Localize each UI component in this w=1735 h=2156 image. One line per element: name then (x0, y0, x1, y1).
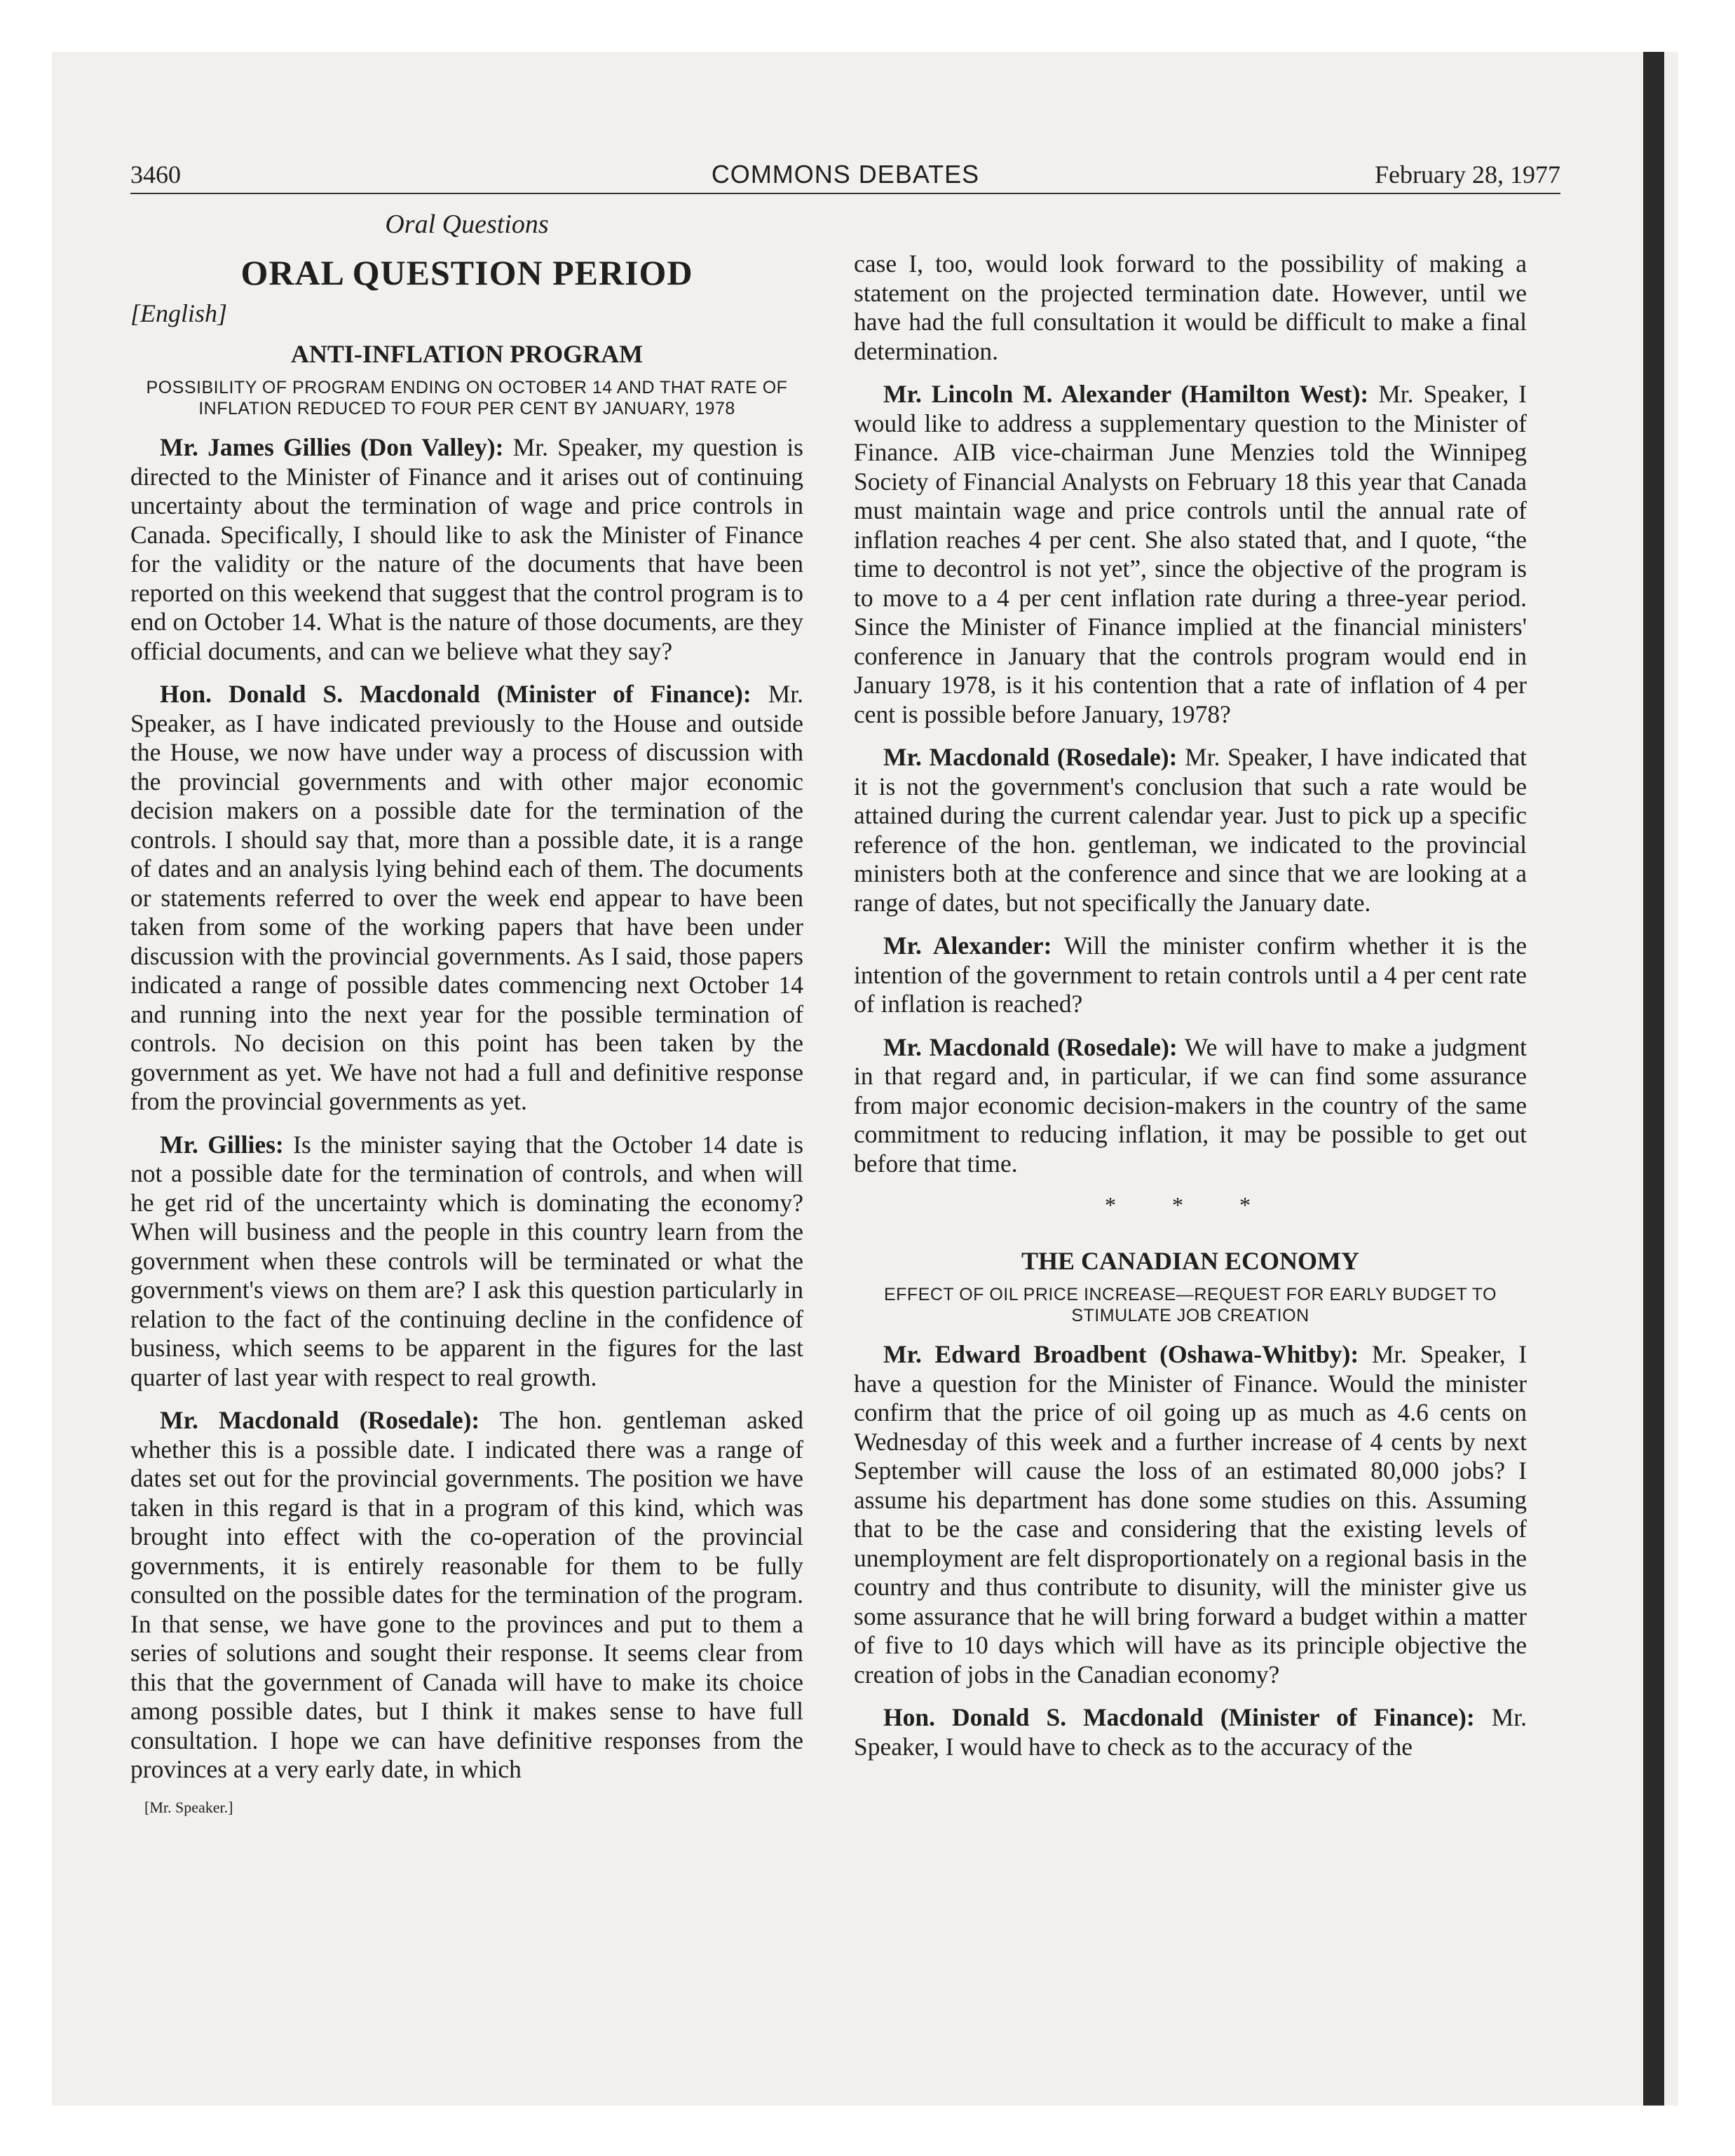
section-separator: * * * (1105, 1192, 1276, 1217)
speech-paragraph (854, 1340, 1527, 1689)
speech-paragraph (854, 1703, 1527, 1761)
running-head: Oral Questions (385, 210, 549, 239)
speech-paragraph (854, 380, 1527, 729)
speech-text: Will the minister confirm whether it is the intention of the government to retain controls until a 4 per cent rate of inflation is reached? (854, 932, 1528, 1018)
speaker-name: Mr. Macdonald (Rosedale): (883, 1032, 1178, 1061)
speaker-name: Mr. James Gillies (Don Valley): (160, 433, 504, 461)
right-column (854, 250, 1527, 1775)
footnote: [Mr. Speaker.] (144, 1798, 233, 1816)
speech-text: Mr. Speaker, my question is directed to the Minister of Finance and it arises out of continuing uncertainty about the termination of wage and price controls in Canada. Specifically, I should like to ask the Minister of Finance for the validity or the nature of the documents that have been reported on this weekend that suggest that the control program is to end on October 14. What is the nature of those documents, are they official documents, and can we believe what they say? (130, 433, 803, 665)
speaker-name: Mr. Edward Broadbent (Oshawa-Whitby): (883, 1340, 1359, 1368)
publication-title: COMMONS DEBATES (711, 160, 980, 189)
speech-text: Mr. Speaker, as I have indicated previously to the House and outside the House, we now have under way a process of discussion with the provincial governments and with other major economic decision makers on a possible date for the termination of the controls. I should say that, more than a possible date, it is a range of dates and an analysis lying behind each of them. The documents or statements referred to over the week end appear to have been taken from some of the working papers that have been under discussion with the provincial governments. As I said, those papers indicated a range of possible dates commencing next October 14 and running into the next year for the possible termination of controls. No decision on this point has been taken by the government as yet. We have not had a full and definitive response from the provincial governments as yet. (130, 680, 804, 1115)
speech-text: The hon. gentleman asked whether this is a possible date. I indicated there was a range of dates set out for the provincial governments. The position we have taken in this regard is that in a program of this kind, which was brought into effect with the co-operation of the provincial governments, it is entirely reasonable for them to be fully consulted on the possible dates for the termination of the program. In that sense, we have gone to the provinces and put to them a series of solutions and sought their response. It seems clear from this that the government of Canada will have to make its choice among possible dates, but I think it makes sense to have full consultation. I hope we can have definitive responses from the provinces at a very early date, in which (130, 1406, 804, 1783)
speech-paragraph (130, 433, 803, 666)
topic-heading: THE CANADIAN ECONOMY (1021, 1247, 1359, 1275)
speaker-name: Hon. Donald S. Macdonald (Minister of Finance): (883, 1703, 1475, 1731)
language-marker: [English] (130, 299, 228, 327)
speaker-name: Mr. Macdonald (Rosedale): (160, 1406, 480, 1434)
speech-paragraph (130, 1131, 803, 1393)
speaker-name: Hon. Donald S. Macdonald (Minister of Finance): (160, 680, 751, 708)
speech-text: Mr. Speaker, I would like to address a supplementary question to the Minister of Finance. AIB vice-chairman June Menzies told the Winnipeg Society of Financial Analysts on February 18 this year that Canada must maintain wage and price controls until the annual rate of inflation reaches 4 per cent. She also stated that, and I quote, “the time to decontrol is not yet”, since the objective of the program is to move to a 4 per cent inflation rate during a three-year period. Since the Minister of Finance implied at the financial ministers' conference in January that the controls program would end in January 1978, is it his contention that a rate of inflation of 4 per cent is possible before January, 1978? (854, 380, 1527, 728)
section-title: ORAL QUESTION PERIOD (240, 253, 693, 292)
left-column (130, 203, 803, 1817)
speech-paragraph (854, 743, 1527, 917)
speech-paragraph (854, 932, 1527, 1019)
speaker-name: Mr. Alexander: (883, 932, 1052, 960)
speaker-name: Mr. Macdonald (Rosedale): (883, 743, 1178, 771)
speech-paragraph (130, 680, 803, 1117)
speech-text: We will have to make a judgment in that regard and, in particular, if we can find some assurance from major economic decision-makers in the country of the same commitment to reducing inflation, it may be possible to get out before that time. (854, 1032, 1527, 1178)
speaker-name: Mr. Lincoln M. Alexander (Hamilton West): (883, 380, 1369, 408)
page-header (130, 160, 1560, 192)
speech-text: Is the minister saying that the October 14 date is not a possible date for the termination of controls, and when will he get rid of the uncertainty which is dominating the economy? When will business and the people in this country learn from the government when these controls will be terminated or what the government's views on them are? I ask this question particularly in relation to the fact of the continuing decline in the confidence of business, which seems to be apparent in the figures for the last quarter of last year with respect to real growth. (130, 1130, 804, 1391)
speech-paragraph (854, 1033, 1527, 1179)
speech-text: Mr. Speaker, I have a question for the Minister of Finance. Would the minister confirm that the price of oil going up as much as 4.6 cents on Wednesday of this week and a further increase of 4 cents by next September will cause the loss of an estimated 80,000 jobs? I assume his department has done some studies on this. Assuming that to be the case and considering that the existing levels of unemployment are felt disproportionately on a regional basis in the country and thus contribute to disunity, will the minister give us some assurance that he will bring forward a budget within a matter of five to 10 days which will have as its principle objective the creation of jobs in the Canadian economy? (854, 1340, 1528, 1688)
speech-continuation: case I, too, would look forward to the possibility of making a statement on the projected termination date. However, until we have had the full consultation it would be difficult to make a final determination. (854, 250, 1527, 365)
speech-text: Mr. Speaker, I would have to check as to the accuracy of the (854, 1703, 1528, 1761)
topic-heading: ANTI-INFLATION PROGRAM (290, 340, 644, 368)
subtopic-heading: EFFECT OF OIL PRICE INCREASE—REQUEST FOR EARLY BUDGET TO STIMULATE JOB CREATION (883, 1285, 1497, 1325)
header-rule (130, 193, 1560, 194)
speaker-name: Mr. Gillies: (160, 1130, 284, 1159)
page-number: 3460 (130, 161, 181, 189)
page-date: February 28, 1977 (1375, 161, 1560, 189)
scan-edge-bar (1643, 52, 1664, 2106)
subtopic-heading: POSSIBILITY OF PROGRAM ENDING ON OCTOBER 14 AND THAT RATE OF INFLATION REDUCED TO FOUR PER CENT BY JANUARY, 1978 (146, 378, 788, 418)
speech-paragraph (130, 1406, 803, 1785)
speech-text: Mr. Speaker, I have indicated that it is not the government's conclusion that such a rate would be attained during the current calendar year. Just to pick up a specific reference of the hon. gentleman, we indicated to the provincial ministers both at the conference and since that we are looking at a range of dates, but not specifically the January date. (854, 743, 1527, 917)
